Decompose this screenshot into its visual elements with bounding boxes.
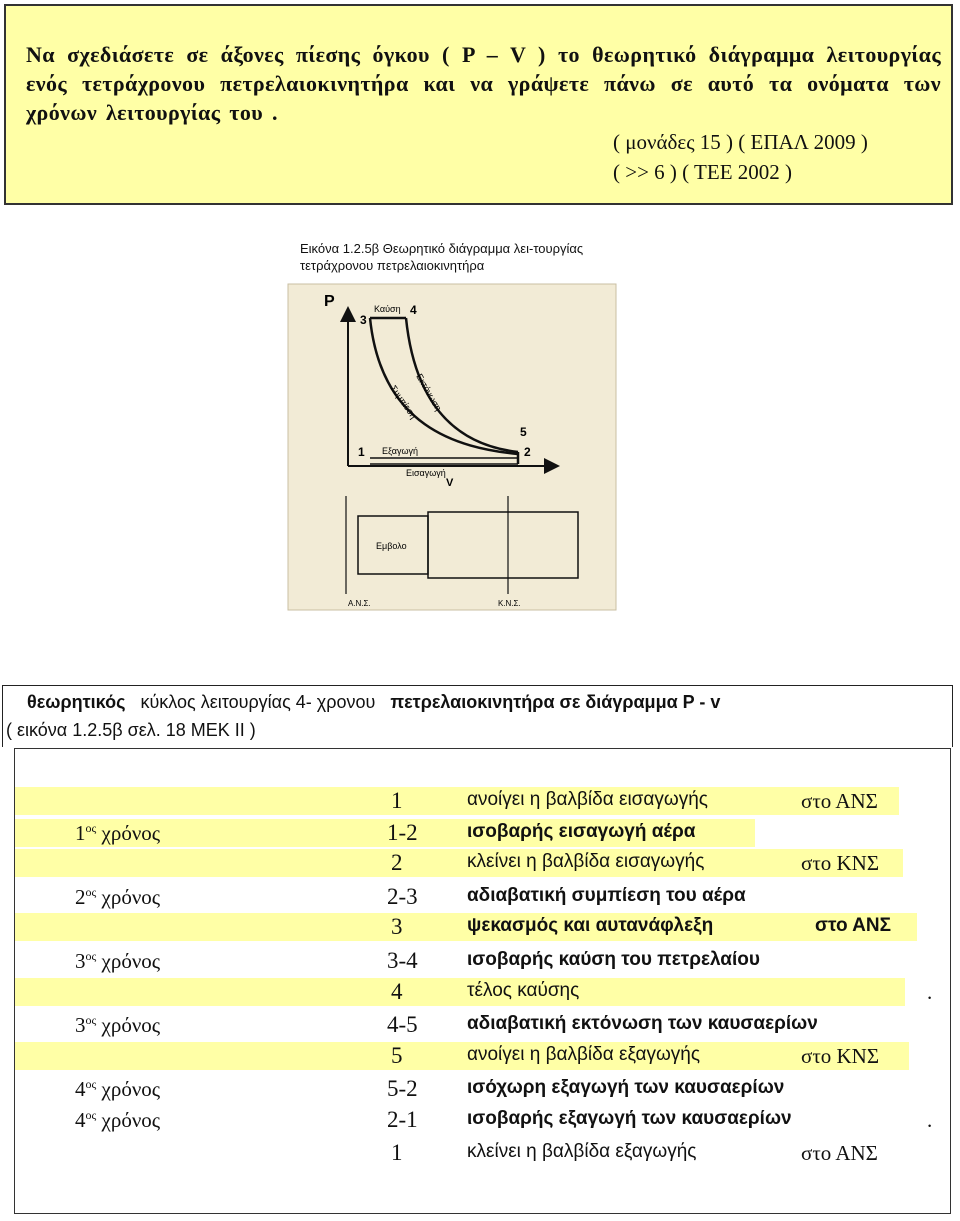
point-label: 1-2 xyxy=(387,820,418,845)
point-label: 2-1 xyxy=(387,1107,418,1132)
location-text: στο ΚΝΣ xyxy=(801,1044,880,1068)
pv-diagram xyxy=(286,276,620,616)
table-row xyxy=(15,947,950,975)
process-text: ισόχωρη εξαγωγή των καυσαερίων xyxy=(467,1077,785,1098)
pv-diagram-figure xyxy=(286,240,620,616)
table-row xyxy=(15,849,950,877)
table-row xyxy=(15,1106,950,1134)
compression-label: Συμπίεση xyxy=(388,383,419,421)
row-highlight xyxy=(15,1042,909,1070)
figure-caption: Εικόνα 1.2.5β Θεωρητικό διάγραμμα λει-τουργίας τετράχρονου πετρελαιοκινητήρα xyxy=(300,241,584,273)
process-text: ισοβαρής εξαγωγή των καυσαερίων xyxy=(467,1108,792,1129)
stroke-label: $2^{o\varsigma}$ χρόνος xyxy=(75,885,161,909)
point-4: 4 xyxy=(410,303,417,317)
process-text: κλείνει η βαλβίδα εισαγωγής xyxy=(467,851,705,872)
process-text: κλείνει η βαλβίδα εξαγωγής xyxy=(467,1141,697,1162)
row-highlight xyxy=(15,787,899,815)
marks-line-2: ( >> 6 ) ( ΤΕΕ 2002 ) xyxy=(613,160,793,184)
table-row xyxy=(15,787,950,815)
process-text: ψεκασμός και αυτανάφλεξη xyxy=(467,915,714,936)
process-text: ισοβαρής εισαγωγή αέρα xyxy=(467,821,696,842)
stroke-label: $3^{o\varsigma}$ χρόνος xyxy=(75,1013,161,1037)
intake-label: Εισαγωγή xyxy=(406,468,446,478)
point-label: 2-3 xyxy=(387,884,418,909)
table-row xyxy=(15,819,950,847)
table-row xyxy=(15,1042,950,1070)
point-label: 4 xyxy=(391,979,403,1004)
p-axis-label: P xyxy=(324,293,335,310)
stroke-label: $4^{o\varsigma}$ χρόνος xyxy=(75,1108,161,1132)
desc-bold-2: πετρελαιοκινητήρα σε διάγραμμα P - v xyxy=(390,692,721,712)
point-label: 2 xyxy=(391,850,403,875)
process-text: τέλος καύσης xyxy=(467,980,580,1001)
stroke-label: $1^{o\varsigma}$ χρόνος xyxy=(75,821,161,845)
table-row xyxy=(15,1011,950,1039)
desc-bold-1: θεωρητικός xyxy=(27,692,126,712)
point-label: 3 xyxy=(391,914,403,939)
v-axis-label: V xyxy=(446,477,454,489)
table-row xyxy=(15,1075,950,1103)
point-label: 3-4 xyxy=(387,948,418,973)
process-text: ανοίγει η βαλβίδα εισαγωγής xyxy=(467,789,708,810)
table-row xyxy=(15,1139,950,1167)
point-3: 3 xyxy=(360,313,367,327)
point-1: 1 xyxy=(358,445,365,459)
process-text: αδιαβατική συμπίεση του αέρα xyxy=(467,885,746,906)
description-line-1 xyxy=(27,692,720,713)
table-row xyxy=(15,978,950,1006)
point-5: 5 xyxy=(520,425,527,439)
location-text: . xyxy=(927,1108,933,1132)
process-text: ισοβαρής καύση του πετρελαίου xyxy=(467,949,760,970)
question-text: Να σχεδιάσετε σε άξονες πίεσης όγκου ( P – V ) το θεωρητικό διάγραμμα λειτουργίας ενός τετράχρονου πετρελαιοκινητήρα και να γράψετε πάνω σε αυτό τα ονόματα των χρόνων λειτουργίας του . xyxy=(26,42,941,125)
bdc-label: Κ.Ν.Σ. xyxy=(498,599,521,608)
stroke-label: $4^{o\varsigma}$ χρόνος xyxy=(75,1077,161,1101)
row-highlight xyxy=(15,913,917,941)
location-text: στο ΑΝΣ xyxy=(801,789,878,813)
location-text: στο ΚΝΣ xyxy=(801,851,880,875)
point-label: 4-5 xyxy=(387,1012,418,1037)
point-label: 5 xyxy=(391,1043,403,1068)
figure-background xyxy=(288,284,616,610)
point-2: 2 xyxy=(524,445,531,459)
stroke-table xyxy=(14,748,951,1214)
point-label: 1 xyxy=(391,788,403,813)
description-box xyxy=(2,685,953,747)
process-text: ανοίγει η βαλβίδα εξαγωγής xyxy=(467,1044,701,1065)
location-text: στο ΑΝΣ xyxy=(801,1141,878,1165)
table-row xyxy=(15,913,950,941)
row-highlight xyxy=(15,978,905,1006)
description-line-2: ( εικόνα 1.2.5β σελ. 18 ΜΕΚ ΙΙ ) xyxy=(6,720,256,740)
tdc-label: Α.Ν.Σ. xyxy=(348,599,371,608)
location-text: στο ΑΝΣ xyxy=(815,915,891,936)
piston-label: Εμβολο xyxy=(376,541,407,551)
process-text: αδιαβατική εκτόνωση των καυσαερίων xyxy=(467,1013,818,1034)
table-row xyxy=(15,883,950,911)
exhaust-label: Εξαγωγή xyxy=(382,446,419,456)
point-label: 1 xyxy=(391,1140,403,1165)
row-highlight xyxy=(15,849,903,877)
question-box xyxy=(4,4,953,205)
marks-line-1: ( μονάδες 15 ) ( ΕΠΑΛ 2009 ) xyxy=(613,130,868,154)
expansion-label: Εκτόνωση xyxy=(414,372,444,413)
point-label: 5-2 xyxy=(387,1076,418,1101)
combustion-label: Καύση xyxy=(374,304,401,314)
location-text: . xyxy=(927,980,933,1004)
stroke-label: $3^{o\varsigma}$ χρόνος xyxy=(75,949,161,973)
desc-normal-1: κύκλος λειτουργίας 4- χρονου xyxy=(140,692,376,712)
